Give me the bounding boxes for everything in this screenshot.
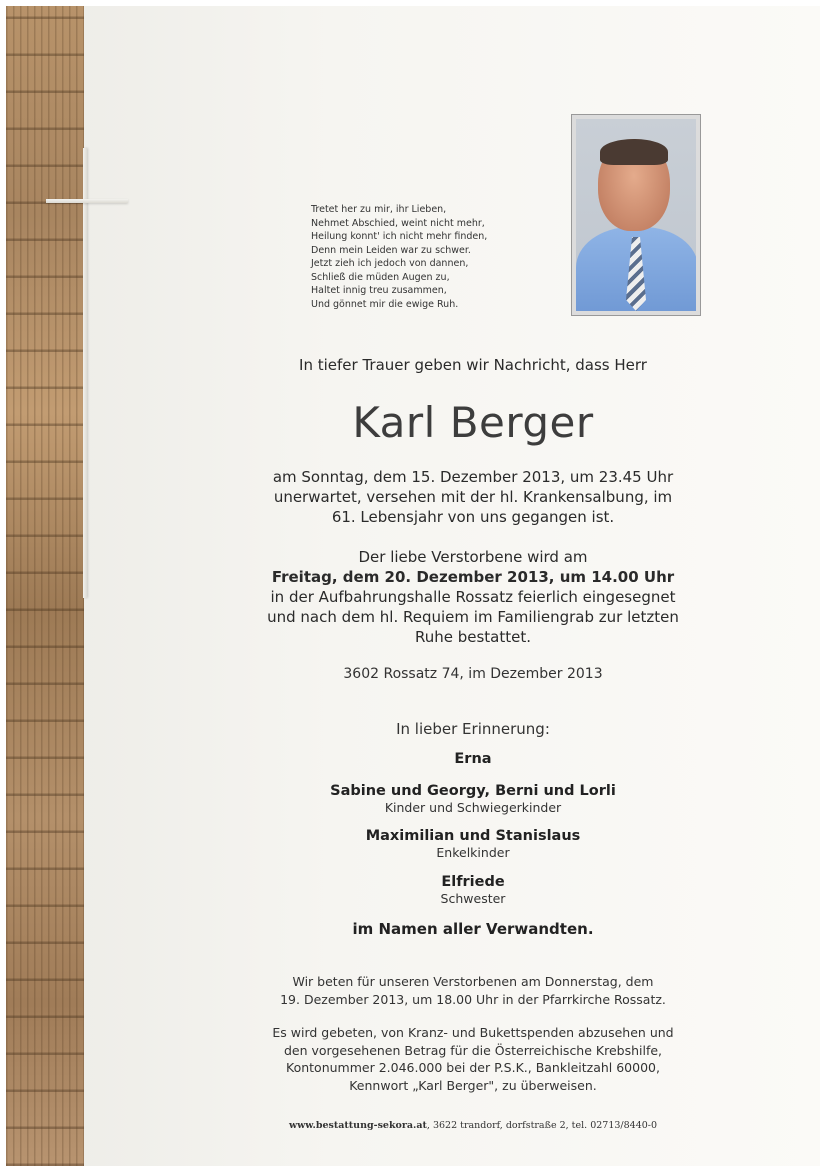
funeral-line: und nach dem hl. Requiem im Familiengrab zur letzten	[267, 608, 679, 626]
family-entry	[206, 874, 740, 906]
donation-line: Kontonummer 2.046.000 bei der P.S.K., Bankleitzahl 60000,	[286, 1060, 660, 1075]
donation-line: Es wird gebeten, von Kranz- und Bukettspenden abzusehen und	[272, 1025, 674, 1040]
footer-website[interactable]: www.bestattung-sekora.at	[288, 1120, 427, 1131]
donation-line: den vorgesehenen Betrag für die Österreichische Krebshilfe,	[283, 1042, 663, 1058]
death-notice-line: 61. Lebensjahr von uns gegangen ist.	[331, 508, 615, 526]
family-name: Maximilian und Stanislaus	[365, 828, 581, 844]
death-notice-line: unerwartet, versehen mit der hl. Krankensalbung, im	[273, 488, 673, 506]
family-relation: Schwester	[440, 891, 506, 906]
footer	[206, 1120, 740, 1131]
poem-line: Jetzt zieh ich jedoch von dannen,	[311, 258, 469, 269]
all-relatives: im Namen aller Verwandten.	[352, 920, 594, 938]
prayer-line: Wir beten für unseren Verstorbenen am Donnerstag, dem	[292, 974, 654, 989]
family-relation: Kinder und Schwiegerkinder	[384, 800, 562, 815]
donation-line: Kennwort „Karl Berger", zu überweisen.	[349, 1077, 597, 1093]
deceased-name: Karl Berger	[352, 398, 594, 447]
poem-line: Heilung konnt' ich nicht mehr finden,	[311, 231, 488, 242]
poem-line: Denn mein Leiden war zu schwer.	[311, 244, 471, 256]
prayer-line: 19. Dezember 2013, um 18.00 Uhr in der Pfarrkirche Rossatz.	[280, 991, 666, 1007]
poem-line: Tretet her zu mir, ihr Lieben,	[311, 204, 447, 215]
funeral-line: Ruhe bestattet.	[414, 628, 532, 646]
poem-line: Haltet innig treu zusammen,	[311, 285, 447, 296]
prayer-note	[206, 973, 740, 1008]
portrait-photo	[571, 114, 701, 316]
intro-text: In tiefer Trauer geben wir Nachricht, dass Herr	[299, 356, 647, 374]
family-name: Elfriede	[441, 874, 505, 890]
family-name: Erna	[454, 751, 492, 767]
poem-line: Schließ die müden Augen zu,	[311, 271, 450, 283]
family-name: Sabine und Georgy, Berni und Lorli	[330, 783, 616, 799]
funeral-line: Der liebe Verstorbene wird am	[358, 548, 588, 566]
family-entry	[206, 751, 740, 767]
death-notice	[206, 467, 740, 527]
donation-note	[206, 1024, 740, 1094]
family-entry	[206, 783, 740, 815]
wood-border	[6, 6, 84, 1166]
family-entry	[206, 828, 740, 860]
death-notice-line: am Sonntag, dem 15. Dezember 2013, um 23.45 Uhr	[272, 468, 674, 486]
funeral-notice	[206, 547, 740, 647]
poem	[311, 203, 551, 311]
poem-line: Und gönnet mir die ewige Ruh.	[311, 298, 459, 310]
funeral-line: in der Aufbahrungshalle Rossatz feierlich eingesegnet	[270, 588, 676, 606]
funeral-date: Freitag, dem 20. Dezember 2013, um 14.00 Uhr	[271, 568, 675, 586]
obituary-page	[6, 6, 820, 1166]
poem-line: Nehmet Abschied, weint nicht mehr,	[311, 217, 485, 229]
place-date: 3602 Rossatz 74, im Dezember 2013	[343, 666, 603, 682]
remembrance-heading: In lieber Erinnerung:	[396, 720, 550, 738]
family-relation: Enkelkinder	[436, 845, 510, 860]
footer-address: , 3622 trandorf, dorfstraße 2, tel. 02713/8440-0	[426, 1120, 658, 1131]
